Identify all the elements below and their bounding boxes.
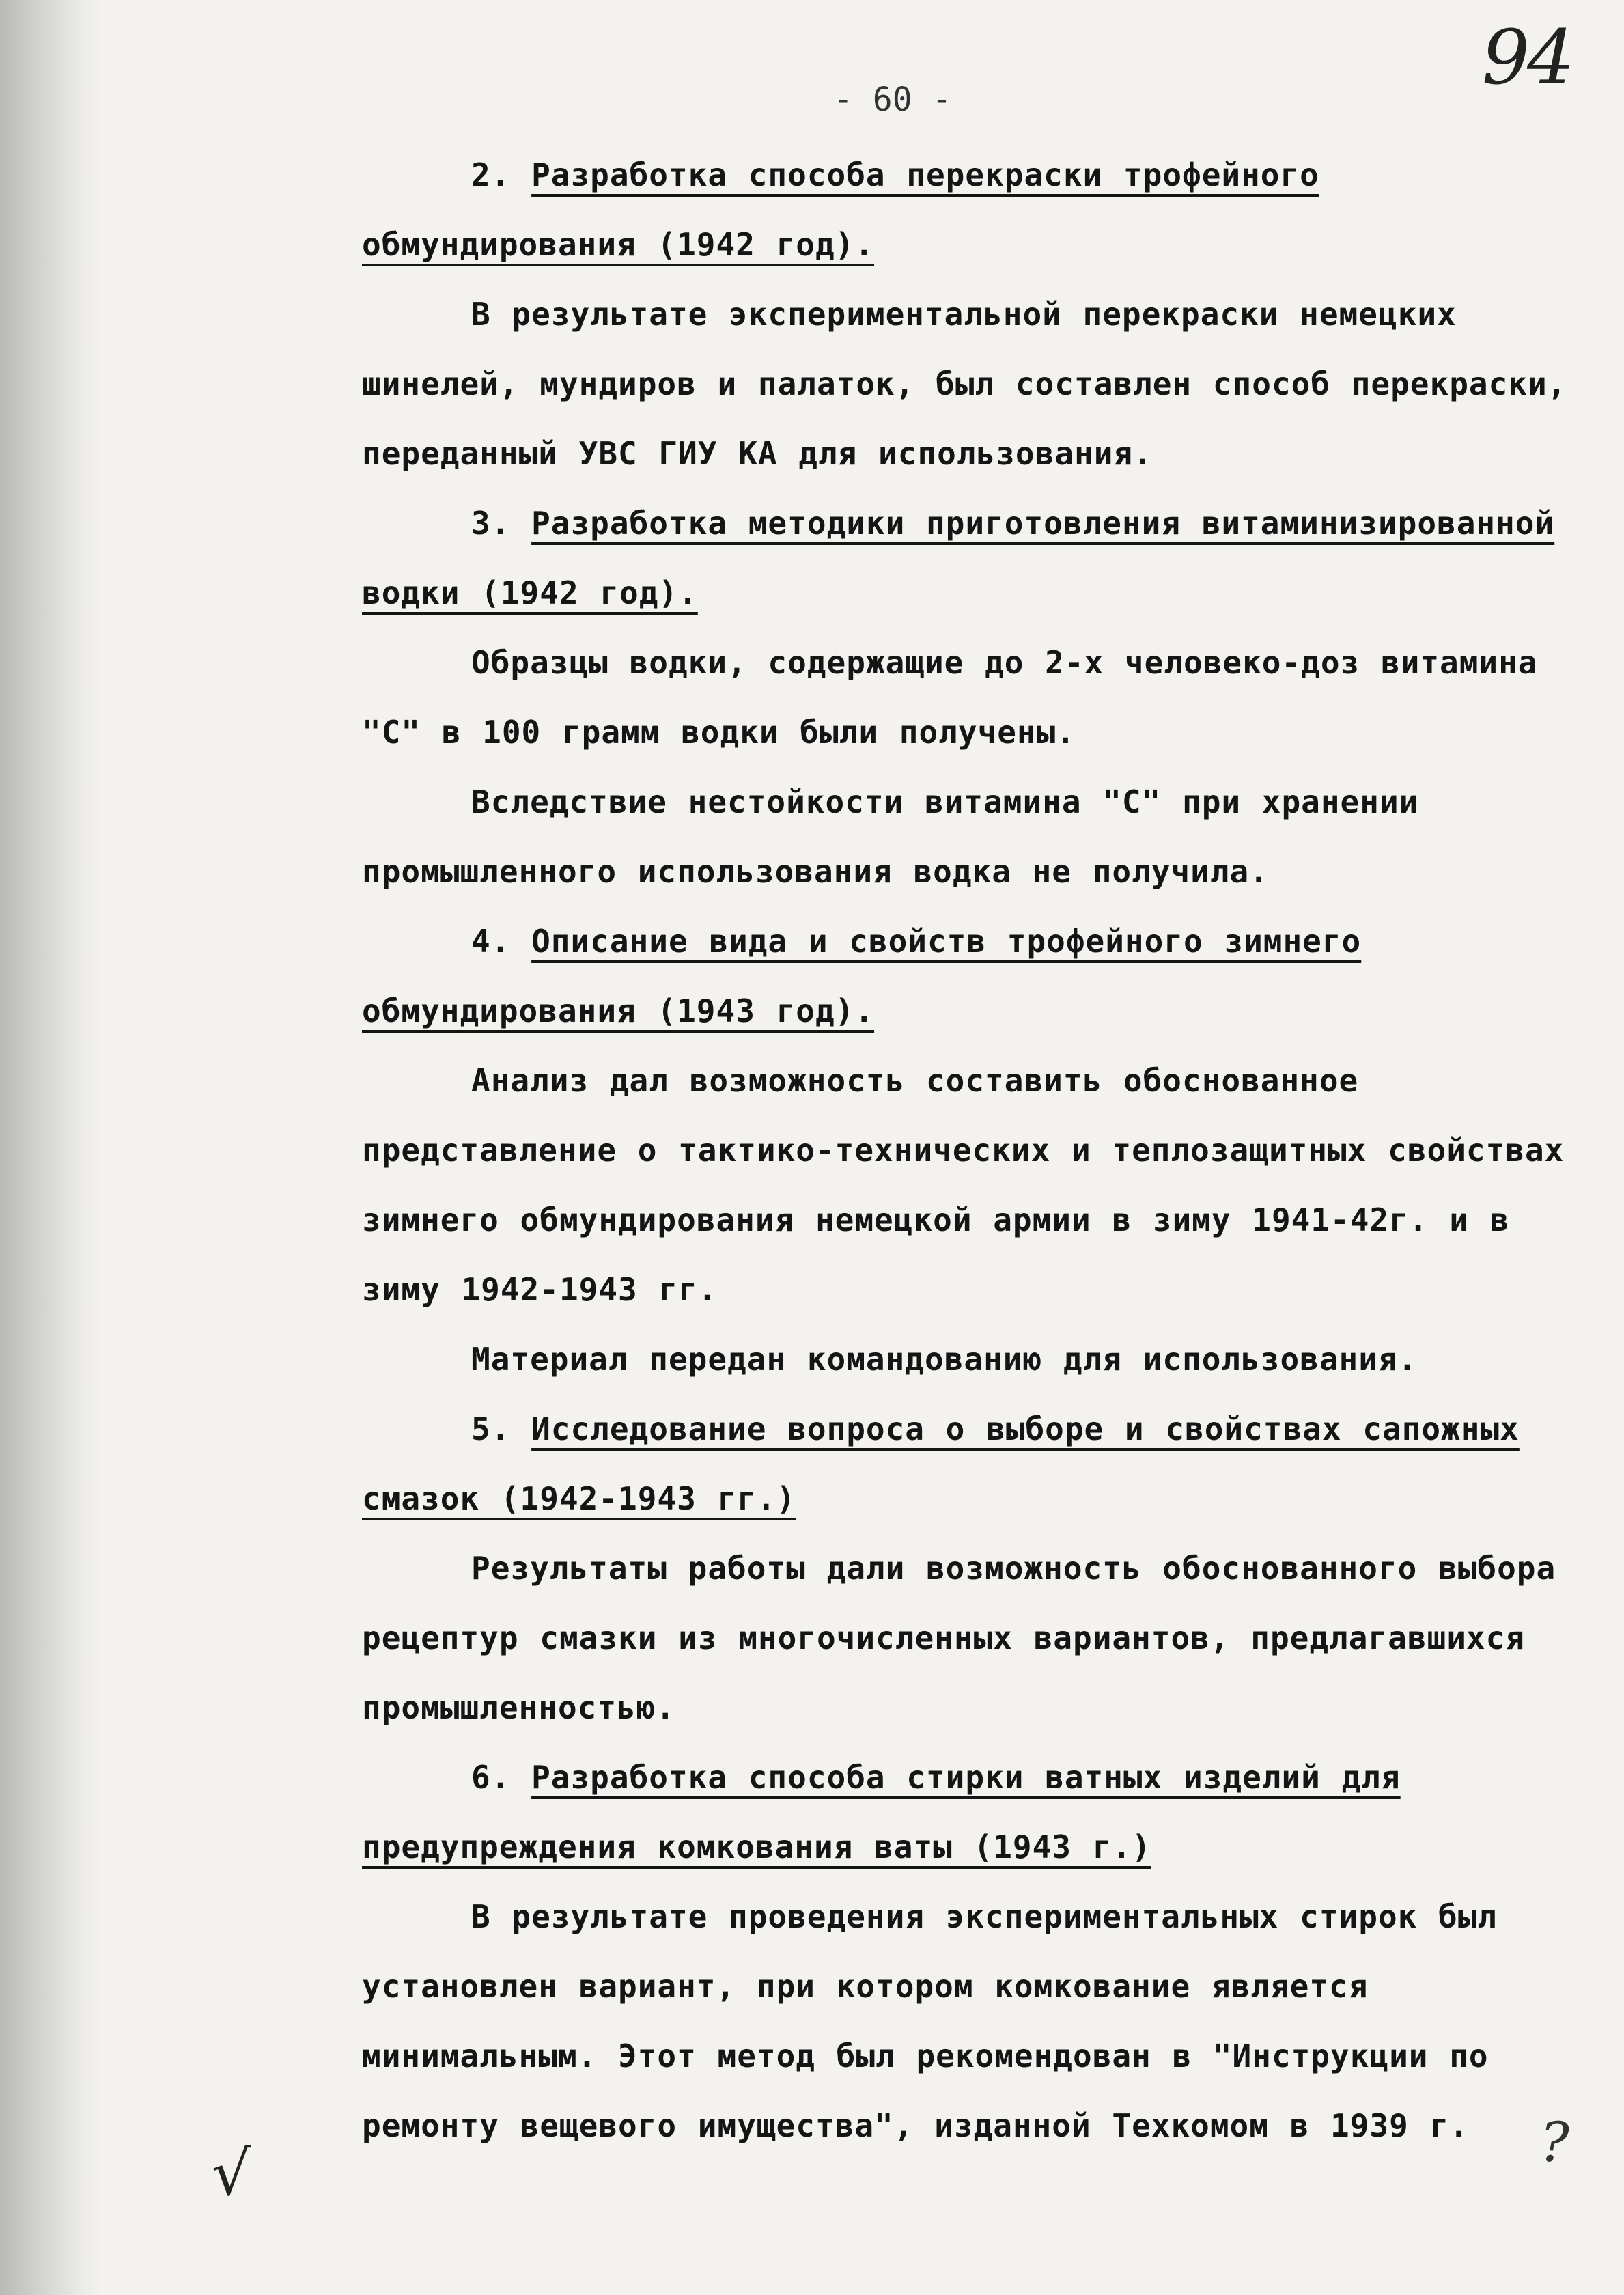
- archive-folio-number: 94: [1482, 14, 1572, 101]
- scanned-page-edge: [0, 0, 102, 2295]
- section-paragraph: Материал передан командованию для использования.: [471, 1341, 1418, 1378]
- section-title: Разработка способа стирки ватных изделий для предупреждения комкования ваты (1943 г.): [362, 1759, 1401, 1865]
- section-number: 2.: [471, 156, 511, 193]
- section-heading-3: [362, 488, 1578, 628]
- section-paragraph: Вследствие нестойкости витамина "С" при хранении промышленного использования водка не получила.: [362, 783, 1419, 890]
- section-title: Исследование вопроса о выборе и свойствах сапожных смазок (1942-1943 гг.): [362, 1410, 1520, 1517]
- section-number: 5.: [471, 1410, 511, 1447]
- section-heading-4: [362, 906, 1578, 1046]
- section-paragraph: В результате проведения экспериментальных стирок был установлен вариант, при котором комкование является минимальным. Этот метод был рекомендован в "Инструкции по ремонту вещевого имущества", изданной Техкомом в 1939 г.: [362, 1898, 1498, 2144]
- section-title: Разработка методики приготовления витаминизированной водки (1942 год).: [362, 505, 1555, 611]
- section-title: Описание вида и свойств трофейного зимнего обмундирования (1943 год).: [362, 923, 1362, 1029]
- section-heading-2: [362, 140, 1578, 279]
- handwritten-check-mark: √: [212, 2138, 251, 2210]
- page-number: - 60 -: [833, 81, 952, 119]
- section-number: 3.: [471, 505, 511, 542]
- section-title: Разработка способа перекраски трофейного обмундирования (1942 год).: [362, 156, 1319, 263]
- section-paragraph: Анализ дал возможность составить обоснованное представление о тактико-технических и теплозащитных свойствах зимнего обмундирования немецкой армии в зиму 1941-42г. и в зиму 1942-1943 гг.: [362, 1062, 1565, 1308]
- handwritten-question-mark: ?: [1540, 2111, 1569, 2174]
- section-number: 6.: [471, 1759, 511, 1796]
- section-number: 4.: [471, 923, 511, 960]
- section-heading-5: [362, 1394, 1578, 1533]
- document-body: [362, 140, 1578, 2160]
- section-paragraph: Образцы водки, содержащие до 2-х человеко-доз витамина "С" в 100 грамм водки были получены.: [362, 644, 1538, 751]
- section-paragraph: В результате экспериментальной перекраски немецких шинелей, мундиров и палаток, был составлен способ перекраски, переданный УВС ГИУ КА для использования.: [362, 296, 1567, 472]
- section-heading-6: [362, 1742, 1578, 1882]
- section-paragraph: Результаты работы дали возможность обоснованного выбора рецептур смазки из многочисленных вариантов, предлагавшихся промышленностью.: [362, 1550, 1556, 1726]
